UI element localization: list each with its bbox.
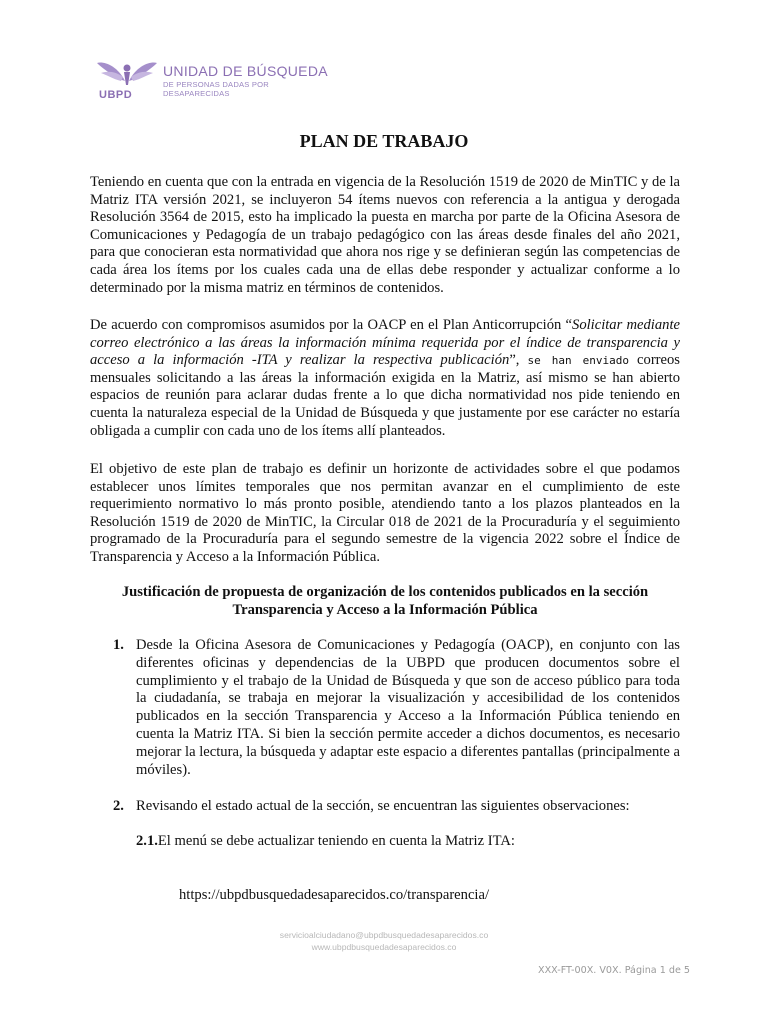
- paragraph-2-part-3: correos mensuales solicitando a las áreas la información exigida en la Matriz, así mismo se han abierto espacios de reunión para aclarar dudas frente a lo que dicha normatividad nos pide teniendo en cuenta la naturaleza especial de la Unidad de Búsqueda y que justamente por ese carácter no estaría obligada a cumplir con cada uno de los ítems allí planteados.: [90, 352, 680, 439]
- list-item-number: 1.: [113, 637, 124, 653]
- butterfly-hands-icon: [95, 55, 159, 89]
- document-title: PLAN DE TRABAJO: [299, 131, 469, 151]
- footer-email: servicioalciudadano@ubpdbusquedadesaparecidos.co: [279, 930, 489, 940]
- sublist-item: [136, 833, 515, 850]
- paragraph-2: [90, 317, 680, 440]
- paragraph-2-mono-text: se han enviado: [527, 354, 629, 368]
- subheading-line-2: Transparencia y Acceso a la Información Pública: [232, 602, 538, 618]
- section-subheading: [90, 583, 680, 619]
- paragraph-2-part-2: ”,: [509, 352, 528, 369]
- footer: [0, 929, 768, 953]
- logo-title: UNIDAD DE BÚSQUEDA: [163, 63, 328, 79]
- sublist-item-text: El menú se debe actualizar teniendo en cuenta la Matriz ITA:: [157, 833, 515, 849]
- transparency-url-link[interactable]: https://ubpdbusquedadesaparecidos.co/transparencia/: [179, 887, 490, 903]
- page-number: XXX-FT-00X. V0X. Página 1 de 5: [538, 965, 691, 976]
- paragraph-2-italic-quote: Solicitar mediante correo electrónico a las áreas la información mínima requerida por el índice de transparencia y acceso a la información -ITA y realizar la respectiva publicación: [90, 317, 680, 369]
- paragraph-1: Teniendo en cuenta que con la entrada en vigencia de la Resolución 1519 de 2020 de MinTIC y de la Matriz ITA versión 2021, se incluyeron 54 ítems nuevos con referencia a la antigua y derogada Resolución 3564 de 2015, esto ha implicado la puesta en marcha por parte de la Oficina Asesora de Comunicaciones y Pedagogía de un trabajo pedagógico con las áreas desde finales del año 2021, para que conocieran esta normatividad que ahora nos rige y se definieran según las competencias de cada área los ítems por los cuales cada una de ellas debe responder y actualizar conforme a lo determinado por la misma matriz en términos de contenidos.: [90, 174, 680, 296]
- list-item-number: 2.: [113, 798, 124, 814]
- list-item-text: Desde la Oficina Asesora de Comunicaciones y Pedagogía (OACP), en conjunto con las diferentes oficinas y dependencias de la UBPD que producen documentos sobre el cumplimiento y el trabajo de la Unidad de Búsqueda y que son de acceso público para toda la ciudadanía, se trabaja en mejorar la visualización y accesibilidad de los contenidos publicados en la sección Transparencia y Acceso a la Información Pública teniendo en cuenta la Matriz ITA. Si bien la sección permite acceder a dichos documentos, es necesario mejorar la lectura, la búsqueda y adaptar este espacio a diferentes pantallas (principalmente a móviles).: [136, 637, 680, 778]
- list-item-text: Revisando el estado actual de la sección, se encuentran las siguientes observaciones:: [136, 798, 630, 814]
- subheading-line-1: Justificación de propuesta de organización de los contenidos publicados en la sección: [121, 584, 649, 600]
- paragraph-3: El objetivo de este plan de trabajo es definir un horizonte de actividades sobre el que podamos establecer unos límites temporales que nos permitan avanzar en el cumplimiento de este requerimiento normativo lo más pronto posible, atendiendo tanto a los plazos planteados en la Resolución 1519 de 2020 de MinTIC, la Circular 018 de 2021 de la Procuraduría y el seguimiento programado de la Procuraduría para el segundo semestre de la vigencia 2022 sobre el Índice de Transparencia y Acceso a la Información Pública.: [90, 461, 680, 565]
- logo-subtitle: DE PERSONAS DADAS POR DESAPARECIDAS: [163, 80, 269, 98]
- paragraph-2-part-1: De acuerdo con compromisos asumidos por la OACP en el Plan Anticorrupción “: [90, 317, 573, 333]
- sublist-item-number: 2.1.: [136, 833, 158, 849]
- footer-website: www.ubpdbusquedadesaparecidos.co: [311, 942, 457, 952]
- logo-acronym: UBPD: [99, 89, 133, 101]
- ubpd-logo: [95, 55, 335, 105]
